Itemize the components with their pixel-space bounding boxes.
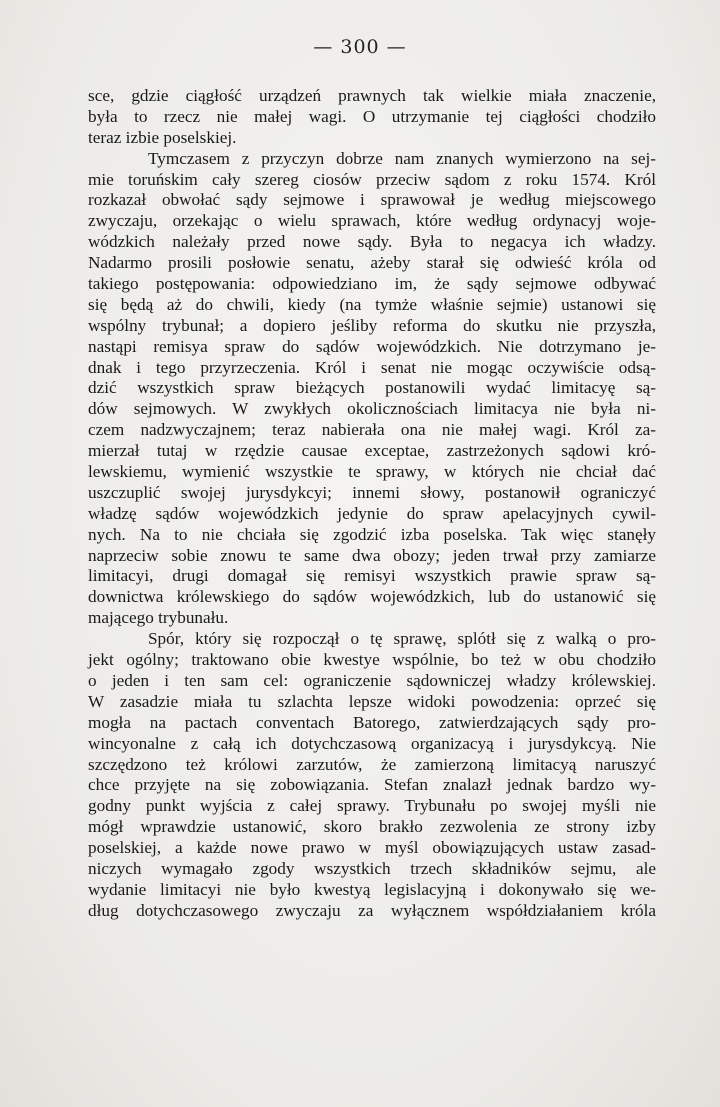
text-line: mającego trybunału. [88, 608, 229, 628]
text-line: sce, gdzie ciągłość urządzeń prawnych tak wielkie miała znaczenie, [88, 86, 656, 105]
text-line: W zasadzie miała tu szlachta lepsze widoki powodzenia: oprzeć się [88, 691, 656, 711]
text-line: takiego postępowania: odpowiedziano im, że sądy sejmowe odbywać [88, 274, 656, 294]
text-line: dów sejmowych. W zwykłych okolicznościach limitacya nie była ni- [88, 399, 656, 419]
text-line: limitacyi, drugi domagał się remisyi wszystkich prawie spraw są- [88, 566, 656, 586]
text-line: się będą aż do chwili, kiedy (na tymże właśnie sejmie) ustanowi się [88, 294, 656, 314]
text-line: wydanie limitacyi nie było kwestyą legislacyjną i dokonywało się we- [88, 879, 656, 899]
text-line: mie toruńskim cały szereg ciosów przeciw sądom z roku 1574. Król [88, 169, 656, 189]
text-line: Spór, który się rozpoczął o tę sprawę, splótł się z walką o pro- [148, 629, 656, 649]
text-line: czem nadzwyczajnem; teraz nabierała ona nie małej wagi. Król za- [88, 420, 656, 440]
text-line: mierzał tutaj w rzędzie causae exceptae, zastrzeżonych sądowi kró- [88, 441, 656, 461]
text-line: władzę sądów wojewódzkich jedynie do spraw apelacyjnych cywil- [88, 503, 656, 523]
text-line: teraz izbie poselskiej. [88, 127, 237, 147]
text-line: uszczuplić swojej jurysdykcyi; innemi słowy, postanowił ograniczyć [88, 482, 656, 502]
text-line: nych. Na to nie chciała się zgodzić izba poselska. Tak więc stanęły [88, 524, 656, 544]
body-text [88, 86, 656, 922]
text-line: o jeden i ten sam cel: ograniczenie sądowniczej władzy królewskiej. [88, 670, 656, 690]
text-line: rozkazał obwołać sądy sejmowe i sprawował je według miejscowego [88, 190, 656, 210]
text-line: była to rzecz nie małej wagi. O utrzymanie tej ciągłości chodziło [88, 106, 656, 126]
text-line: dzić wszystkich spraw bieżących postanowili wydać limitacyę są- [88, 378, 656, 398]
text-line: nastąpi remisya spraw do sądów wojewódzkich. Nie dotrzymano je- [88, 336, 656, 356]
paragraph [88, 86, 656, 149]
paragraph [88, 149, 656, 629]
text-line: Nadarmo prosili posłowie senatu, ażeby starał się odwieść króla od [88, 253, 656, 273]
text-line: dług dotychczasowego zwyczaju za wyłącznem współdziałaniem króla [88, 900, 656, 920]
text-line: wspólny trybunał; a dopiero jeśliby reforma do skutku nie przyszła, [88, 315, 656, 335]
text-line: wódzkich należały przed nowe sądy. Była to negacya ich władzy. [88, 232, 656, 252]
text-line: niczych wymagało zgody wszystkich trzech składników sejmu, ale [88, 858, 656, 878]
text-line: downictwa królewskiego do sądów wojewódzkich, lub do ustanowić się [88, 587, 656, 607]
page-number: — 300 — [313, 36, 407, 58]
text-line: mogła na pactach conventach Batorego, zatwierdzających sądy pro- [88, 712, 656, 732]
text-line: lewskiemu, wymienić wszystkie te sprawy, w których nie chciał dać [88, 462, 656, 482]
text-line: wincyonalne z całą ich dotychczasową organizacyą i jurysdykcyą. Nie [88, 733, 656, 753]
text-line: zwyczaju, orzekając o wielu sprawach, które według ordynacyj woje- [88, 211, 656, 231]
text-line: szczędzono też królowi zarzutów, że zamierzoną limitacyą naruszyć [88, 754, 656, 774]
text-line: poselskiej, a każde nowe prawo w myśl obowiązujących ustaw zasad- [88, 838, 656, 858]
paragraph [88, 629, 656, 921]
text-line: dnak i tego przyrzeczenia. Król i senat nie mogąc oczywiście odsą- [88, 357, 656, 377]
text-line: naprzeciw sobie znowu te same dwa obozy; jeden trwał przy zamiarze [88, 545, 656, 565]
text-line: chce przyjęte na się zobowiązania. Stefan znalazł jednak bardzo wy- [88, 775, 656, 795]
text-line: jekt ogólny; traktowano obie kwestye wspólnie, bo też w obu chodziło [88, 650, 656, 670]
text-line: Tymczasem z przyczyn dobrze nam znanych wymierzono na sej- [148, 148, 656, 168]
text-line: godny punkt wyjścia z całej sprawy. Trybunału po swojej myśli nie [88, 796, 656, 816]
text-line: mógł wprawdzie ustanowić, skoro brakło zezwolenia ze strony izby [88, 817, 656, 837]
